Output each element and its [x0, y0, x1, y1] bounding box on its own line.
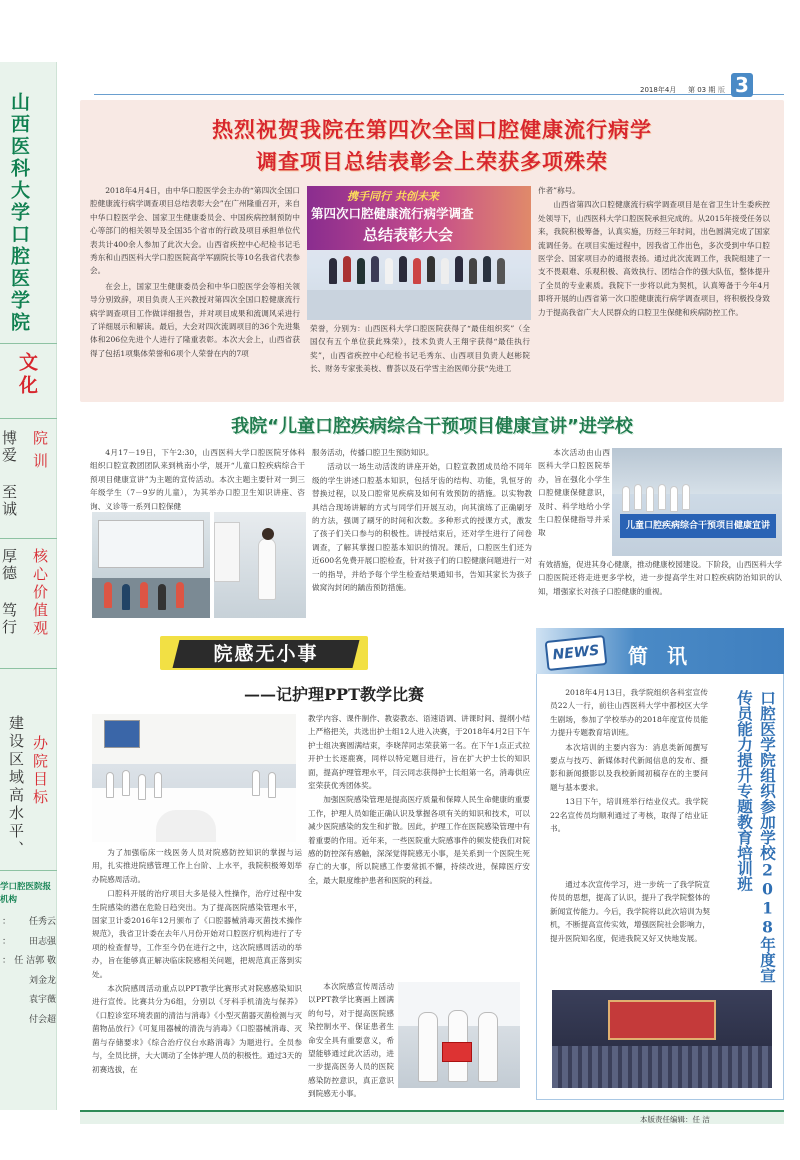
footer-editor: 本版责任编辑：任 洁 [640, 1115, 710, 1124]
lead-column-2 [310, 322, 530, 376]
school-name: 山西医科大学口腔医学院 [8, 92, 30, 334]
header-rule [94, 94, 784, 95]
banner-title: 第四次口腔健康流行病学调查 [311, 206, 474, 221]
member-row: ： 任 洁 [2, 956, 36, 966]
nurse-figure [418, 1012, 438, 1082]
goal-text: 建设区域高水平、 [7, 715, 25, 859]
infection-paragraph: 加强医院感染管理是提高医疗质量和保障人民生命健康的重要工作，护理人员如能正确认识及掌握各项有关的知识和技术，可以减少医院感染的发生和扩散。因此，护理工作在医院感染管理中有着重要的作用。近年来，一些医院重大院感事件的频发使我们对院感的防控深有感触，深深觉得院感无小事，是关系到一个医院生死存亡的大事，所以院感工作要常抓不懈，持续改进，保障医疗安全，最大限度维护患者和医院的利益。 [308, 795, 530, 885]
infection-column-1 [92, 846, 302, 1076]
motto-label: 院训 [31, 430, 49, 476]
infection-tag: 院感无小事 [213, 643, 319, 665]
lecturer-photo [214, 512, 306, 618]
strip-divider [0, 870, 57, 871]
school-column-3-bottom [538, 558, 782, 598]
infection-paragraph: 本次院感周活动重点以PPT教学比赛形式对院感感染知识进行宣传。比赛共分为6组，分别以《牙科手机清洗与保养》《口腔诊室环境表面的清洁与消毒》《小型灭菌器灭菌检测与灭菌物品放行》《可复用器械的清洗与消毒》《口腔器械消毒、灭菌与存储要求》《综合治疗仪台水路消毒》为题进行。全员参与，全员比拼，大大调动了全体护理人员的积极性。通过3天的初赛选拔，在 [92, 984, 302, 1074]
infection-column-2 [308, 712, 530, 887]
lead-column-3 [538, 184, 770, 319]
lead-paragraph: 在会上，国家卫生健康委员会和中华口腔医学会等相关领导分别致辞，项目负责人王兴教授对第四次全国口腔健康流行病学调查项目工作做详细报告，并对项目成果和流调风采进行了详细展示和解读。最后，大会对四次流调项目的36个先进集体和206位先进个人进行了隆重表彰。本次大会上，山西省获得了包括1项集体荣誉和6项个人荣誉在内的7项 [90, 281, 300, 358]
ppt-contest-photo [92, 714, 296, 842]
infection-column-2-bottom [308, 980, 394, 1101]
news-column-bottom [550, 878, 710, 945]
strip-divider [0, 668, 57, 669]
lead-paragraph: 山西省第四次口腔健康流行病学调查项目是在省卫生计生委疾控处领导下，山西医科大学口腔医院承担完成的。从2015年接受任务以来，我院积极筹备，认真实施，历经三年时间，出色圆满完成了国家流调任务。在项目实施过程中，因我省工作出色，多次受到中华口腔医学会、国家项目办的通报表扬。通过此次流调工作，我院组建了一支不畏艰难、乐观积极、高效执行、团结合作的强大队伍，整体提升了全员的专业素质。我院下一步将以此为契机，认真筹备于今年4月即将开展的山西省第一次口腔健康流行病学调查项目，将积极投身致力于提高我省广大人民群众的口腔卫生保健和疾病防控工作。 [538, 200, 770, 317]
floor [307, 290, 531, 320]
school-event-photo [612, 448, 782, 556]
school-column-1 [90, 446, 305, 513]
goal-label: 办院目标 [31, 735, 49, 807]
motto-text: 博爱 至诚 [0, 430, 18, 518]
lead-paragraph: 作者”称号。 [538, 186, 580, 195]
audience [552, 1046, 772, 1088]
values-text: 厚德 笃行 [0, 548, 18, 636]
page-label: 版 [718, 86, 725, 94]
lead-column-1 [90, 184, 300, 360]
school-paragraph: 4月17－19日，下午2:30，山西医科大学口腔医院牙体科组织口腔宣教团团队来到桃南小学，展开“儿童口腔疾病综合干预项目健康宣讲”为主题的宣传活动。本次主题主要针对一到三年级学生（7－9岁的儿童），为其举办口腔卫生知识讲座、咨询、义诊等一系列口腔保健 [90, 448, 305, 511]
strip-divider [0, 538, 57, 539]
infection-paragraph: 为了加强临床一线医务人员对院感防控知识的掌握与运用，扎实推进院感管理工作上台阶、上水平，我院积极筹划举办院感周活动。 [92, 848, 302, 884]
school-column-2 [312, 446, 532, 594]
news-paragraph: 本次培训的主要内容为：消息类新闻撰写要点与技巧、新媒体时代新闻信息的发布、摄影和新闻摄影以及我校新闻初稿存在的主要问题与基本要求。 [550, 742, 708, 792]
news-paragraph: 通过本次宣传学习，进一步统一了我学院宣传员的思想，提高了认识，提升了我学院整体的新闻宣传能力。今后，我学院将以此次培训为契机，不断提高宣传实效，增强医院社会影响力，提升医院知名度，促进我院又好又快地发展。 [550, 880, 710, 943]
values-label: 核心价值观 [31, 548, 49, 638]
news-paragraph: 2018年4月13日，我学院组织各科室宣传员22人一行，前往山西医科大学中都校区大学生剧场，参加了学校举办的2018年度宣传员能力提升专题教育培训班。 [550, 688, 708, 738]
news-paragraph: 13日下午，培训班举行结业仪式。我学院22名宣传员均顺利通过了考核，取得了结业证书。 [550, 797, 708, 834]
training-hall-photo [552, 990, 772, 1088]
infection-paragraph: 教学内容、课件制作、教姿教态、语速语调、讲课时间、提纲小结上严格把关，共选出护士组12人进入决赛，于2018年4月2日下午护士组决赛圆满结束，李晓萍同志荣获第一名。在下午1点正式拉开护士长逐鹿赛，同样以特定题目进行，旨在扩大护士长的知识面，提高护理管理水平，闫云同志获得护士长组第一名，消毒供应室荣获优秀团体奖。 [308, 714, 530, 791]
winners-photo [398, 982, 520, 1088]
infection-paragraph: 口腔科开展的治疗项目大多是侵入性操作，治疗过程中发生院感染的潜在危险日趋突出。为了提高医院感染管理水平，国家卫计委2016年12月颁布了《口腔器械消毒灭菌技术操作规范》，我省卫计委在去年八月份开始对口腔医疗机构进行了专项的检查督导，工作至今仍在进行之中，这次院感周活动的举办，旨在能够真正解决临床院感相关问题，把规范真正落到实处。 [92, 889, 302, 979]
lead-title-line1: 热烈祝贺我院在第四次全国口腔健康流行病学 [212, 118, 652, 142]
nurse-figure [478, 1012, 498, 1082]
news-heading: 简 讯 [628, 644, 693, 668]
school-event-banner: 儿童口腔疾病综合干预项目健康宣讲 [620, 514, 776, 538]
strip-divider [0, 418, 57, 419]
news-column [550, 686, 708, 835]
issue-number: 第 03 期 [688, 86, 716, 94]
projector-screen [98, 520, 204, 568]
banner-slogan: 携手同行 共创未来 [347, 190, 439, 203]
committee-sub: 机构 [0, 895, 18, 905]
stage-screen [608, 1000, 716, 1040]
school-paragraph: 服务活动，传播口腔卫生预防知识。 [312, 448, 434, 457]
infection-subtitle: ——记护理PPT教学比赛 [244, 685, 424, 704]
banner-subtitle: 总结表彰大会 [363, 226, 454, 244]
doctor-figure [258, 538, 276, 600]
school-paragraph: 活动以一场生动活泼的讲座开始，口腔宣教团成员给不同年级的学生讲述口腔基本知识，包括牙齿的结构、功能，乳恒牙的替换过程，以及口腔常见疾病及如何有效预防的措施。以实物教具结合现场讲解的方式与同学们开展互动，向其演练了正确刷牙的方法，强调了刷牙的时间和次数。多种形式的授课方式，激发了孩子们关口参与的积极性。讲授结束后，还对学生进行了问卷调查，了解其掌握口腔基本知识的情况。课后，口腔医生们还为近600名免费开展口腔检查，针对孩子们的口腔健康问题进行一对一的指导，并给予每个学生检查结果通知书，告知其家长为孩子做窝沟封闭的龋齿预防措施。 [312, 462, 532, 593]
committee-title: 学口腔医院报 [0, 882, 52, 892]
lead-paragraph: 2018年4月4日，由中华口腔医学会主办的“第四次全国口腔健康流行病学调查项目总结表彰大会”在广州隆重召开，来自中华口腔医学会、国家卫生健康委员会、中国疾病控制预防中心等部门的相关领导及全国35个省市的行政及项目承担单位代表共计400余人参加了此次大会。山西省疾控中心纪检书记毛秀东和山西医科大学口腔医院高学军副院长等10名我省代表参会。 [90, 186, 300, 276]
culture-label: 文化 [16, 352, 38, 398]
strip-divider [0, 343, 57, 344]
member-row: ： 田志强 [2, 936, 56, 947]
lead-paragraph: 荣誉，分别为：山西医科大学口腔医院获得了“最佳组织奖”（全国仅有五个单位获此殊荣），技术负责人王翔宇获得“最佳执行奖”，山西省疾控中心纪检书记毛秀东、山西项目负责人赵彬院长、财务专家张美枝、曹荟以及石学雪主治医师分获“先进工 [310, 324, 530, 374]
classroom-photo [92, 512, 210, 618]
school-paragraph: 本次活动由山西医科大学口腔医院举办，旨在强化小学生口腔健康保健意识，及时、科学地给小学生口腔保健指导并采取 [538, 448, 610, 538]
news-logo: NEWS [545, 635, 608, 671]
news-headline: 口腔医学院组织参加学校2018年度宣传员能力提升专题教育培训班 [735, 690, 777, 983]
school-paragraph: 有效措施，促进其身心健康，推动健康校园建设。下阶段，山西医科大学口腔医院还将走进更多学校，进一步提高学生对口腔疾病防治知识的认知，增强家长对孩子口腔健康的重视。 [538, 560, 782, 596]
award-ceremony-photo [307, 186, 531, 320]
lead-title-line2: 调查项目总结表彰会上荣获多项殊荣 [256, 150, 608, 174]
page-number: 3 [731, 73, 753, 97]
committee-members: ： 任秀云 ： 田志强 郭 敬 ： 任 洁 刘金龙 袁宇薇 付会超 [2, 913, 56, 1030]
school-column-3 [538, 446, 610, 540]
school-article-title: 我院“儿童口腔疾病综合干预项目健康宣讲”进学校 [231, 416, 633, 437]
infection-paragraph: 本次院感宣传周活动以PPT教学比赛画上圆满的句号，对于提高医院感染控制水平、保证患者生命安全具有重要意义，希望能够通过此次活动，进一步提高医务人员的医院感染防控意识，真正意识到院感无小事。 [308, 982, 394, 1099]
issue-date: 2018年4月 [640, 86, 677, 94]
member-row: ： 任秀云 [2, 917, 56, 927]
